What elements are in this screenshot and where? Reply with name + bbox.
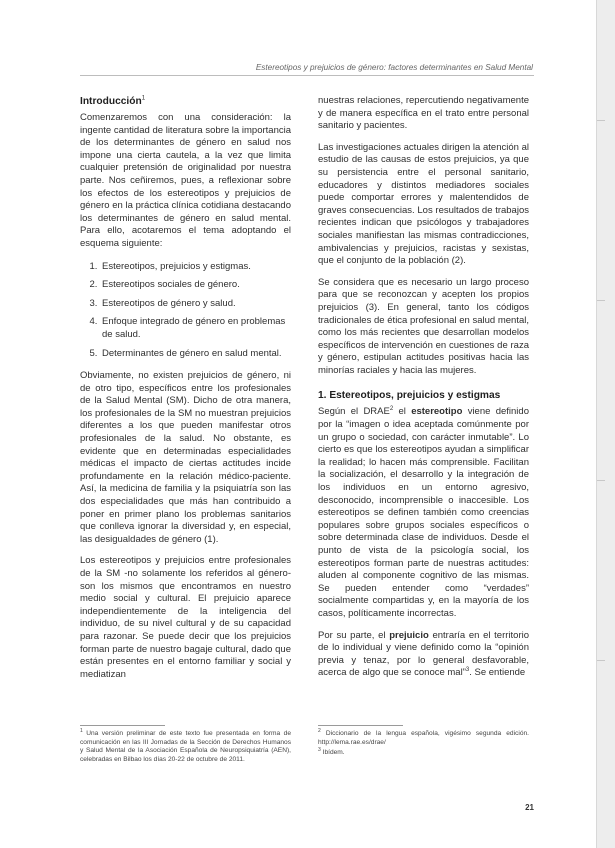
- section-heading-estereotipos: 1. Estereotipos, prejuicios y estigmas: [318, 390, 501, 402]
- bold-term: estereotipo: [411, 406, 463, 418]
- outline-item-3: 3. Estereotipos de género y salud.: [100, 298, 291, 311]
- footnote-3: [318, 749, 529, 758]
- outline-list: [80, 261, 291, 361]
- footnote-mark: 1: [141, 95, 146, 102]
- right-paragraph-4: [318, 406, 529, 620]
- outline-item-1: 1. Estereotipos, prejuicios y estigmas.: [100, 261, 291, 274]
- right-column: [318, 95, 529, 689]
- left-column: [80, 95, 291, 690]
- outline-item-5: 5. Determinantes de género en salud mental.: [100, 348, 291, 361]
- intro-paragraph-1: Comenzaremos con una consideración: la ingente cantidad de literatura sobre la importancia de los determinantes de género en salud nos impone una cierta cautela, a la vez que limita cualquier pretensión de originalidad por nuestra parte. Nos ceñiremos, pues, a reflexionar sobre los efectos de los estereotipos y prejuicios de género en la práctica clínica cotidiana destacando los determinantes de género en salud mental. Para ello, acotaremos el tema adoptando el esquema siguiente:: [80, 112, 291, 249]
- text-run: viene definido por la “imagen o idea aceptada comúnmente por un grupo o sociedad, con carácter inmutable”. Lo cierto es que los estereotipos ayudan a simplificar la realidad; lo hacen más comprensible. Facilitan la socialización, el desarrollo y la integración de los individuos en un entorno agresivo, desconocido, incomprensible o inaccesible. Los estereotipos se definen también como creencias populares sobre grupos sociales específicos o sobre determinada clase de individuos. Desde el punto de vista de la psicología social, los estereotipos forman parte de nuestras actitudes: aluden al componente cognitivo de las mismas. Se pueden entender como “verdades” socialmente compartidas y, en la mayoría de los casos, políticamente incorrectas.: [318, 406, 529, 619]
- footnote-text: Ibídem.: [320, 749, 345, 757]
- running-head: Estereotipos y prejuicios de género: factores determinantes en Salud Mental: [255, 63, 533, 72]
- text-run: . Se entiende: [469, 667, 526, 679]
- footnote-1: [80, 727, 291, 764]
- footnote-mark: 1: [80, 727, 83, 734]
- right-paragraph-2: Las investigaciones actuales dirigen la atención al estudio de las causas de estos prejuicios, ya que su persistencia entre el personal sanitario, educadores y distintos mediadores sociales puede comportar errores y malentendidos de graves consecuencias. Los resultados de trabajos recientes indican que psicólogos y trabajadores sociales manifiestan las mismas contradicciones, ambivalencias y prejuicios, racistas y sexistas, que el conjunto de la población (2).: [318, 141, 529, 267]
- text-run: entraría en el territorio de lo individual y viene definido como la “opinión previa y tenaz, por lo general desfavorable, acerca de algo que se conoce mal”: [318, 629, 529, 679]
- outline-item-2: 2. Estereotipos sociales de género.: [100, 279, 291, 292]
- right-paragraph-3: Se considera que es necesario un largo proceso para que se reconozcan y acepten los propios prejuicios (3). En general, tanto los códigos tradicionales de ética profesional en salud mental, como los más recientes que desarrollan modelos específicos de intervención en cuestiones de raza y género, estipulan actitudes positivas hacia las minorías raciales y hacia las mujeres.: [318, 276, 529, 376]
- intro-paragraph-2: Obviamente, no existen prejuicios de género, ni de otro tipo, específicos entre los profesionales de la Salud Mental (SM). Dicho de otra manera, los profesionales de la SM no muestran prejuicios diferentes a los que pueden manifestar otros profesionales de la salud. No obstante, es evidente que en determinadas especialidades médicas el impacto de ciertas actitudes incide profundamente en la relación médico-paciente. Así, la medicina de familia y la psiquiatría son las dos especialidades que más han contribuido a poner en primer plano los problemas sanitarios que conlleva ignorar la diversidad y, en especial, las desigualdades de género (1).: [80, 370, 291, 545]
- footnotes-left: [80, 725, 291, 766]
- heading-text: Introducción: [80, 96, 142, 107]
- page-edge: [596, 0, 615, 848]
- footnote-mark: 2: [318, 727, 321, 734]
- text-run: Por su parte, el: [318, 629, 390, 641]
- footnote-rule: [80, 725, 165, 726]
- footnote-mark: 3: [465, 667, 470, 674]
- bold-term: prejuicio: [389, 629, 429, 641]
- footnote-text: Diccionario de la lengua española, vigésimo segunda edición. http://lema.rae.es/drae/: [318, 730, 529, 746]
- footnotes-right: [318, 725, 529, 760]
- footnote-rule: [318, 725, 403, 726]
- page-number: 21: [525, 803, 534, 812]
- right-paragraph-5: [318, 630, 529, 680]
- intro-paragraph-3: Los estereotipos y prejuicios entre profesionales de la SM -no solamente los referidos al género- son los mismos que encontramos en nuestro medio social y cultural. El prejuicio aparece independientemente de la inteligencia del individuo, de su nivel cultural y de su capacidad para razonar. Se puede decir que los prejuicios forman parte de nuestro bagaje cultural, dado que están presentes en el entorno familiar y social y mediatizan: [80, 555, 291, 680]
- section-heading-introduccion: [80, 95, 291, 108]
- footnote-2: [318, 727, 529, 747]
- header-rule: [80, 75, 534, 76]
- footnote-mark: 2: [389, 406, 394, 413]
- text-run: Según el DRAE: [318, 406, 390, 418]
- footnote-mark: 3: [318, 747, 321, 753]
- footnote-text: Una versión preliminar de este texto fue presentada en forma de comunicación en las III Jornadas de la Sección de Derechos Humanos y Salud Mental de la Asociación Española de Neuropsiquiatría (AEN), celebradas en Bilbao los días 20-22 de octubre de 2011.: [80, 730, 291, 763]
- right-paragraph-1: nuestras relaciones, repercutiendo negativamente y de manera específica en el trato entre personal sanitario y pacientes.: [318, 95, 529, 132]
- outline-item-4: 4. Enfoque integrado de género en problemas de salud.: [100, 316, 291, 341]
- text-run: el: [393, 406, 412, 418]
